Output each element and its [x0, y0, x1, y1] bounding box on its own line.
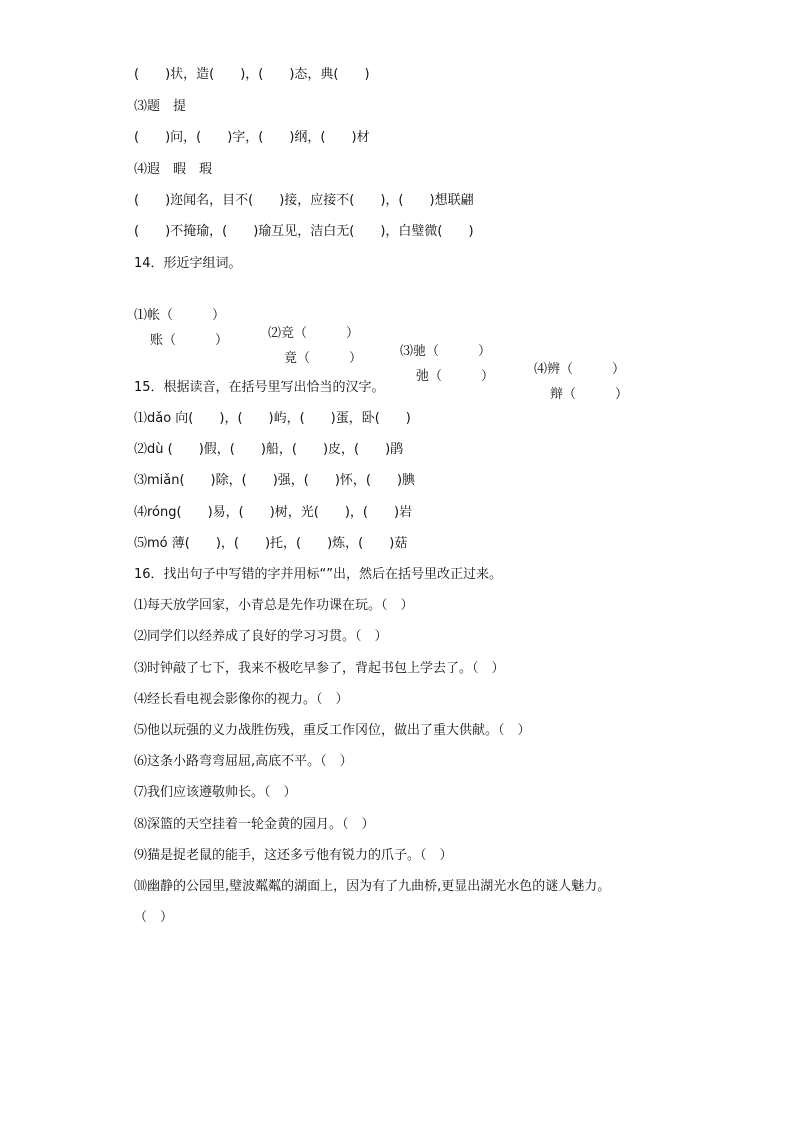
q16-item: ⑼猫是捉老鼠的能手，这还多亏他有锐力的爪子。（ ） — [134, 848, 453, 863]
q14-item: 账（ ） — [150, 333, 229, 348]
q14-item: ⑷辨（ ） — [534, 362, 626, 377]
q15-item: ⑷róng( )易，( )树，光( )，( )岩 — [134, 505, 413, 520]
q14-item: 弛（ ） — [416, 369, 495, 384]
q14-title: 14．形近字组词。 — [134, 256, 242, 271]
q16-item: ⑷经长看电视会影像你的视力。（ ） — [134, 692, 349, 707]
group-label-3: ⑶题 提 — [134, 99, 187, 114]
q16-item: ⑵同学们以经养成了良好的学习习贯。（ ） — [134, 629, 388, 644]
q15-title: 15．根据读音，在括号里写出恰当的汉字。 — [134, 380, 385, 395]
q16-answer-blank: （ ） — [134, 910, 174, 925]
q16-item: ⑺我们应该遵敬帅长。（ ） — [134, 785, 297, 800]
q14-item: ⑶驰（ ） — [400, 344, 492, 359]
q16-item: ⑴每天放学回家，小青总是先作功课在玩。（ ） — [134, 598, 414, 613]
q15-item: ⑵dù ( )假，( )船，( )皮，( )鹃 — [134, 442, 404, 457]
q16-title: 16．找出句子中写错的字并用标“”出，然后在括号里改正过来。 — [134, 567, 503, 582]
q14-item: 辩（ ） — [550, 387, 629, 402]
q14-item: ⑴帐（ ） — [134, 308, 226, 323]
q15-item: ⑴dǎo 向( )，( )屿，( )蛋，卧( ) — [134, 411, 411, 426]
fill-line-2: ( )问，( )字，( )纲，( )材 — [134, 130, 370, 145]
fill-line-3: ( )迩闻名，目不( )接，应接不( )，( )想联翩 — [134, 193, 474, 208]
fill-line-4: ( )不掩瑜，( )瑜互见，洁白无( )，白璧微( ) — [134, 224, 474, 239]
q15-item: ⑶miǎn( )除，( )强，( )怀，( )腆 — [134, 473, 416, 488]
q16-item: ⑻深篮的天空挂着一轮金黄的园月。（ ） — [134, 817, 375, 832]
q14-item: ⑵竞（ ） — [268, 326, 360, 341]
q14-item: 竟（ ） — [284, 351, 363, 366]
q16-item: ⑹这条小路弯弯屈屈,高底不平。（ ） — [134, 754, 353, 769]
q16-item: ⑶时钟敲了七下，我来不极吃早参了，背起书包上学去了。（ ） — [134, 661, 505, 676]
q16-item: ⑽幽静的公园里,璧波粼粼的湖面上，因为有了九曲桥,更显出湖光水色的谜人魅力。 — [134, 879, 611, 894]
fill-line-1: ( )状，造( )，( )态，典( ) — [134, 67, 370, 82]
q15-item: ⑸mó 薄( )，( )托，( )炼，( )菇 — [134, 536, 408, 551]
q16-item: ⑸他以玩强的义力战胜伤残，重反工作冈位，做出了重大供献。（ ） — [134, 723, 531, 738]
group-label-4: ⑷遐 暇 瑕 — [134, 162, 213, 177]
